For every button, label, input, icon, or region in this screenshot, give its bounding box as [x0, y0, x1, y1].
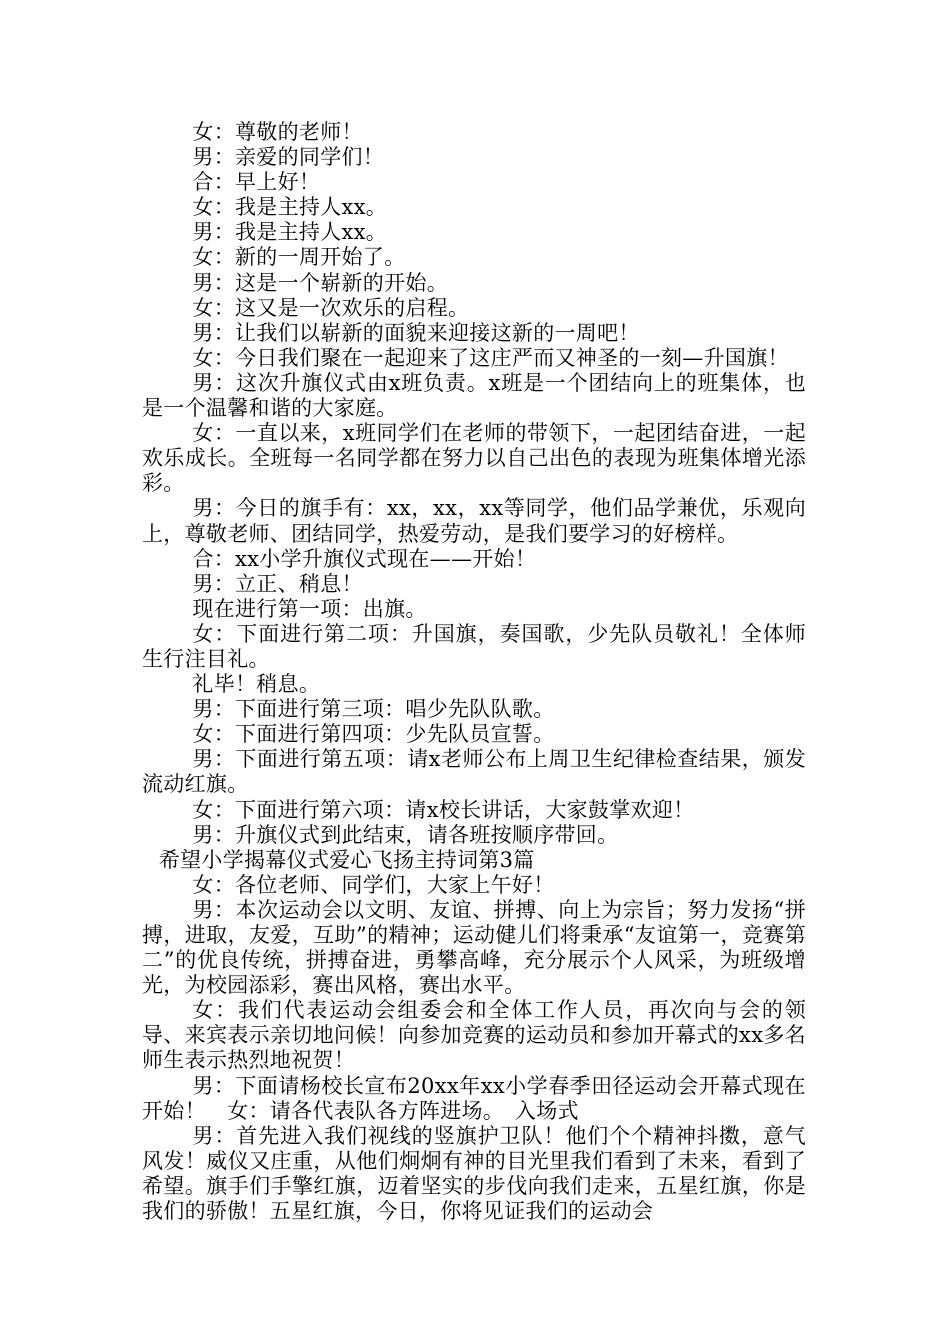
paragraph: 男：升旗仪式到此结束，请各班按顺序带回。 [192, 822, 619, 847]
paragraph: 男：下面进行第三项：唱少先队队歌。 [192, 697, 555, 722]
paragraph: 女：下面进行第六项：请x校长讲话，大家鼓掌欢迎！ [192, 797, 695, 822]
paragraph: 现在进行第一项：出旗。 [192, 596, 427, 621]
paragraph: 男：下面进行第五项：请x老师公布上周卫生纪律检查结果，颁发流动红旗。 [142, 747, 806, 797]
paragraph: 女：一直以来，x班同学们在老师的带领下，一起团结奋进，一起欢乐成长。全班每一名同学都在努力以自己出色的表现为班集体增光添彩。 [142, 421, 806, 496]
paragraph: 女：我是主持人xx。 [192, 195, 388, 220]
paragraph: 女：尊敬的老师！ [192, 120, 363, 144]
paragraph: 男：这是一个崭新的开始。 [192, 270, 448, 295]
paragraph: 女：下面进行第四项：少先队员宣誓。 [192, 722, 555, 747]
paragraph: 男：亲爱的同学们！ [192, 145, 385, 170]
paragraph: 女：今日我们聚在一起迎来了这庄严而又神圣的一刻—升国旗！ [192, 345, 789, 370]
paragraph: 男：这次升旗仪式由x班负责。x班是一个团结向上的班集体，也是一个温馨和谐的大家庭。 [142, 370, 806, 421]
paragraph: 男：今日的旗手有：xx，xx，xx等同学，他们品学兼优，乐观向上，尊敬老师、团结同学，热爱劳动，是我们要学习的好榜样。 [142, 496, 806, 546]
paragraph: 女：我们代表运动会组委会和全体工作人员，再次向与会的领导、来宾表示亲切地问候！向参加竞赛的运动员和参加开幕式的xx多名师生表示热烈地祝贺！ [142, 998, 806, 1073]
section-heading: 希望小学揭幕仪式爱心飞扬主持词第3篇 [158, 847, 535, 872]
paragraph: 男：我是主持人xx。 [192, 220, 388, 245]
paragraph: 男：让我们以崭新的面貌来迎接这新的一周吧！ [192, 320, 640, 345]
paragraph: 男：首先进入我们视线的竖旗护卫队！他们个个精神抖擞，意气风发！威仪又庄重，从他们炯炯有神的目光里我们看到了未来，看到了希望。旗手们手擎红旗，迈着坚实的步伐向我们走来，五星红旗，你是我们的骄傲！五星红旗，今日，你将见证我们的运动会 [142, 1123, 806, 1224]
paragraph: 女：这又是一次欢乐的启程。 [192, 295, 470, 320]
paragraph: 女：各位老师、同学们，大家上午好！ [192, 872, 555, 897]
paragraph: 男：本次运动会以文明、友谊、拼搏、向上为宗旨；努力发扬“拼搏，进取，友爱，互助”的精神；运动健儿们将秉承“友谊第一，竞赛第二”的优良传统，拼搏奋进，勇攀高峰，充分展示个人风采，为班级增光，为校园添彩，赛出风格，赛出水平。 [142, 897, 806, 998]
paragraph: 男：下面请杨校长宣布20xx年xx小学春季田径运动会开幕式现在开始！ 女：请各代表队各方阵进场。 入场式 [142, 1073, 806, 1123]
paragraph: 女：下面进行第二项：升国旗，奏国歌，少先队员敬礼！全体师生行注目礼。 [142, 621, 806, 671]
paragraph: 合：早上好！ [192, 170, 321, 195]
paragraph: 合：xx小学升旗仪式现在——开始！ [192, 546, 537, 571]
document-body [142, 120, 806, 1224]
paragraph: 男：立正、稍息！ [192, 571, 363, 596]
paragraph: 礼毕！稍息。 [192, 672, 321, 697]
paragraph: 女：新的一周开始了。 [192, 245, 406, 270]
